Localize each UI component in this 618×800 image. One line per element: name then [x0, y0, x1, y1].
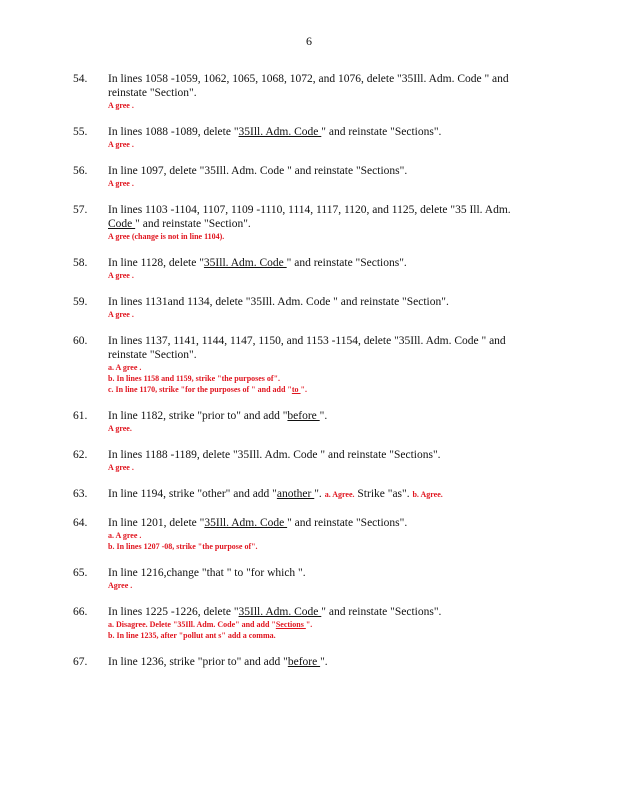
response-text: a. Agree.	[324, 490, 355, 499]
text-segment: ".	[314, 488, 322, 500]
item-number: 66.	[73, 606, 88, 618]
item-number: 65.	[73, 567, 88, 579]
item-text: In lines 1188 -1189, delete "35Ill. Adm. Code " and reinstate "Sections".	[108, 449, 441, 461]
response-text: A gree (change is not in line 1104).	[108, 232, 225, 241]
item-number: 62.	[73, 449, 88, 461]
response-text: A gree .	[108, 271, 134, 280]
response-text: a. A gree .	[108, 531, 142, 540]
response-text: A gree .	[108, 179, 134, 188]
text-segment: ".	[300, 385, 307, 394]
text-segment: " and reinstate "Sections".	[321, 126, 442, 138]
list-item	[0, 516, 618, 552]
response-text: b. In lines 1207 -08, strike "the purpose of".	[108, 542, 258, 551]
item-number: 55.	[73, 126, 88, 138]
item-text	[108, 655, 526, 669]
text-segment: " and reinstate "Sections".	[287, 517, 408, 529]
item-text	[108, 217, 526, 231]
list-item	[0, 605, 618, 641]
text-segment: ".	[305, 620, 313, 629]
list-item	[0, 72, 618, 111]
list-item	[0, 334, 618, 395]
item-text	[108, 605, 526, 619]
amendment-list	[0, 72, 618, 683]
item-text: In lines 1103 -1104, 1107, 1109 -1110, 1114, 1117, 1120, and 1125, delete "35 Ill. Adm.	[108, 204, 511, 216]
item-text	[108, 487, 526, 502]
response-text: a. A gree .	[108, 363, 142, 372]
item-number: 58.	[73, 257, 88, 269]
item-number: 56.	[73, 165, 88, 177]
item-text: reinstate "Section".	[108, 349, 197, 361]
list-item	[0, 295, 618, 320]
item-number: 60.	[73, 335, 88, 347]
underlined-insertion: before	[287, 410, 320, 422]
text-segment: In lines 1088 -1089, delete "	[108, 126, 239, 138]
response-text: b. Agree.	[412, 490, 443, 499]
item-number: 57.	[73, 204, 88, 216]
underlined-insertion: 35Ill. Adm. Code	[203, 257, 287, 269]
list-item	[0, 125, 618, 150]
list-item	[0, 164, 618, 189]
list-item	[0, 256, 618, 281]
item-text: In lines 1131and 1134, delete "35Ill. Adm. Code " and reinstate "Section".	[108, 296, 449, 308]
list-item	[0, 655, 618, 669]
response-text	[108, 384, 526, 395]
underlined-insertion: 35Ill. Adm. Code	[238, 126, 322, 138]
text-segment: In line 1194, strike "other" and add "	[108, 488, 277, 500]
text-segment: Strike "as".	[354, 488, 410, 500]
underlined-insertion: 35Ill. Adm. Code	[238, 606, 322, 618]
response-text: A gree .	[108, 310, 134, 319]
item-number: 61.	[73, 410, 88, 422]
item-text: In line 1097, delete "35Ill. Adm. Code " and reinstate "Sections".	[108, 165, 408, 177]
item-text: In lines 1058 -1059, 1062, 1065, 1068, 1072, and 1076, delete "35Ill. Adm. Code " and	[108, 73, 509, 85]
text-segment: In line 1128, delete "	[108, 257, 204, 269]
list-item	[0, 448, 618, 473]
text-segment: " and reinstate "Section".	[135, 218, 251, 230]
item-text: In lines 1137, 1141, 1144, 1147, 1150, and 1153 -1154, delete "35Ill. Adm. Code " and	[108, 335, 506, 347]
underlined-insertion: Code	[108, 218, 136, 230]
response-text: A gree .	[108, 463, 134, 472]
text-segment: " and reinstate "Sections".	[286, 257, 407, 269]
underlined-insertion: 35Ill. Adm. Code	[204, 517, 288, 529]
text-segment: In line 1182, strike "prior to" and add "	[108, 410, 288, 422]
text-segment: ".	[320, 656, 328, 668]
response-text: A gree.	[108, 424, 132, 433]
list-item	[0, 409, 618, 434]
item-text	[108, 516, 526, 530]
list-item	[0, 487, 618, 502]
response-text: A gree .	[108, 140, 134, 149]
response-text: Agree .	[108, 581, 133, 590]
response-text: A gree .	[108, 101, 134, 110]
text-segment: ".	[319, 410, 328, 422]
underlined-insertion: before	[287, 656, 321, 668]
underlined-insertion: to	[291, 385, 301, 394]
response-text: b. In lines 1158 and 1159, strike "the purposes of".	[108, 374, 281, 383]
text-segment: c. In line 1170, strike "for the purposes of " and add "	[108, 385, 292, 394]
text-segment: In line 1236, strike "prior to" and add "	[108, 656, 288, 668]
text-segment: In line 1201, delete "	[108, 517, 205, 529]
item-text	[108, 256, 526, 270]
item-text: In line 1216,change "that " to "for which ".	[108, 567, 306, 579]
list-item	[0, 203, 618, 242]
underlined-insertion: another	[276, 488, 315, 500]
text-segment: " and reinstate "Sections".	[321, 606, 442, 618]
item-number: 64.	[73, 517, 88, 529]
item-number: 59.	[73, 296, 88, 308]
list-item	[0, 566, 618, 591]
page-number: 6	[306, 34, 312, 48]
item-text: reinstate "Section".	[108, 87, 197, 99]
item-text	[108, 125, 526, 139]
item-number: 63.	[73, 488, 88, 500]
response-text	[108, 619, 526, 630]
item-number: 54.	[73, 73, 88, 85]
text-segment: a. Disagree. Delete "35Ill. Adm. Code" and add "	[108, 620, 276, 629]
underlined-insertion: Sections	[275, 620, 306, 629]
item-number: 67.	[73, 656, 88, 668]
item-text	[108, 409, 526, 423]
response-text: b. In line 1235, after "pollut ant s" add a comma.	[108, 631, 276, 640]
text-segment: In lines 1225 -1226, delete "	[108, 606, 239, 618]
